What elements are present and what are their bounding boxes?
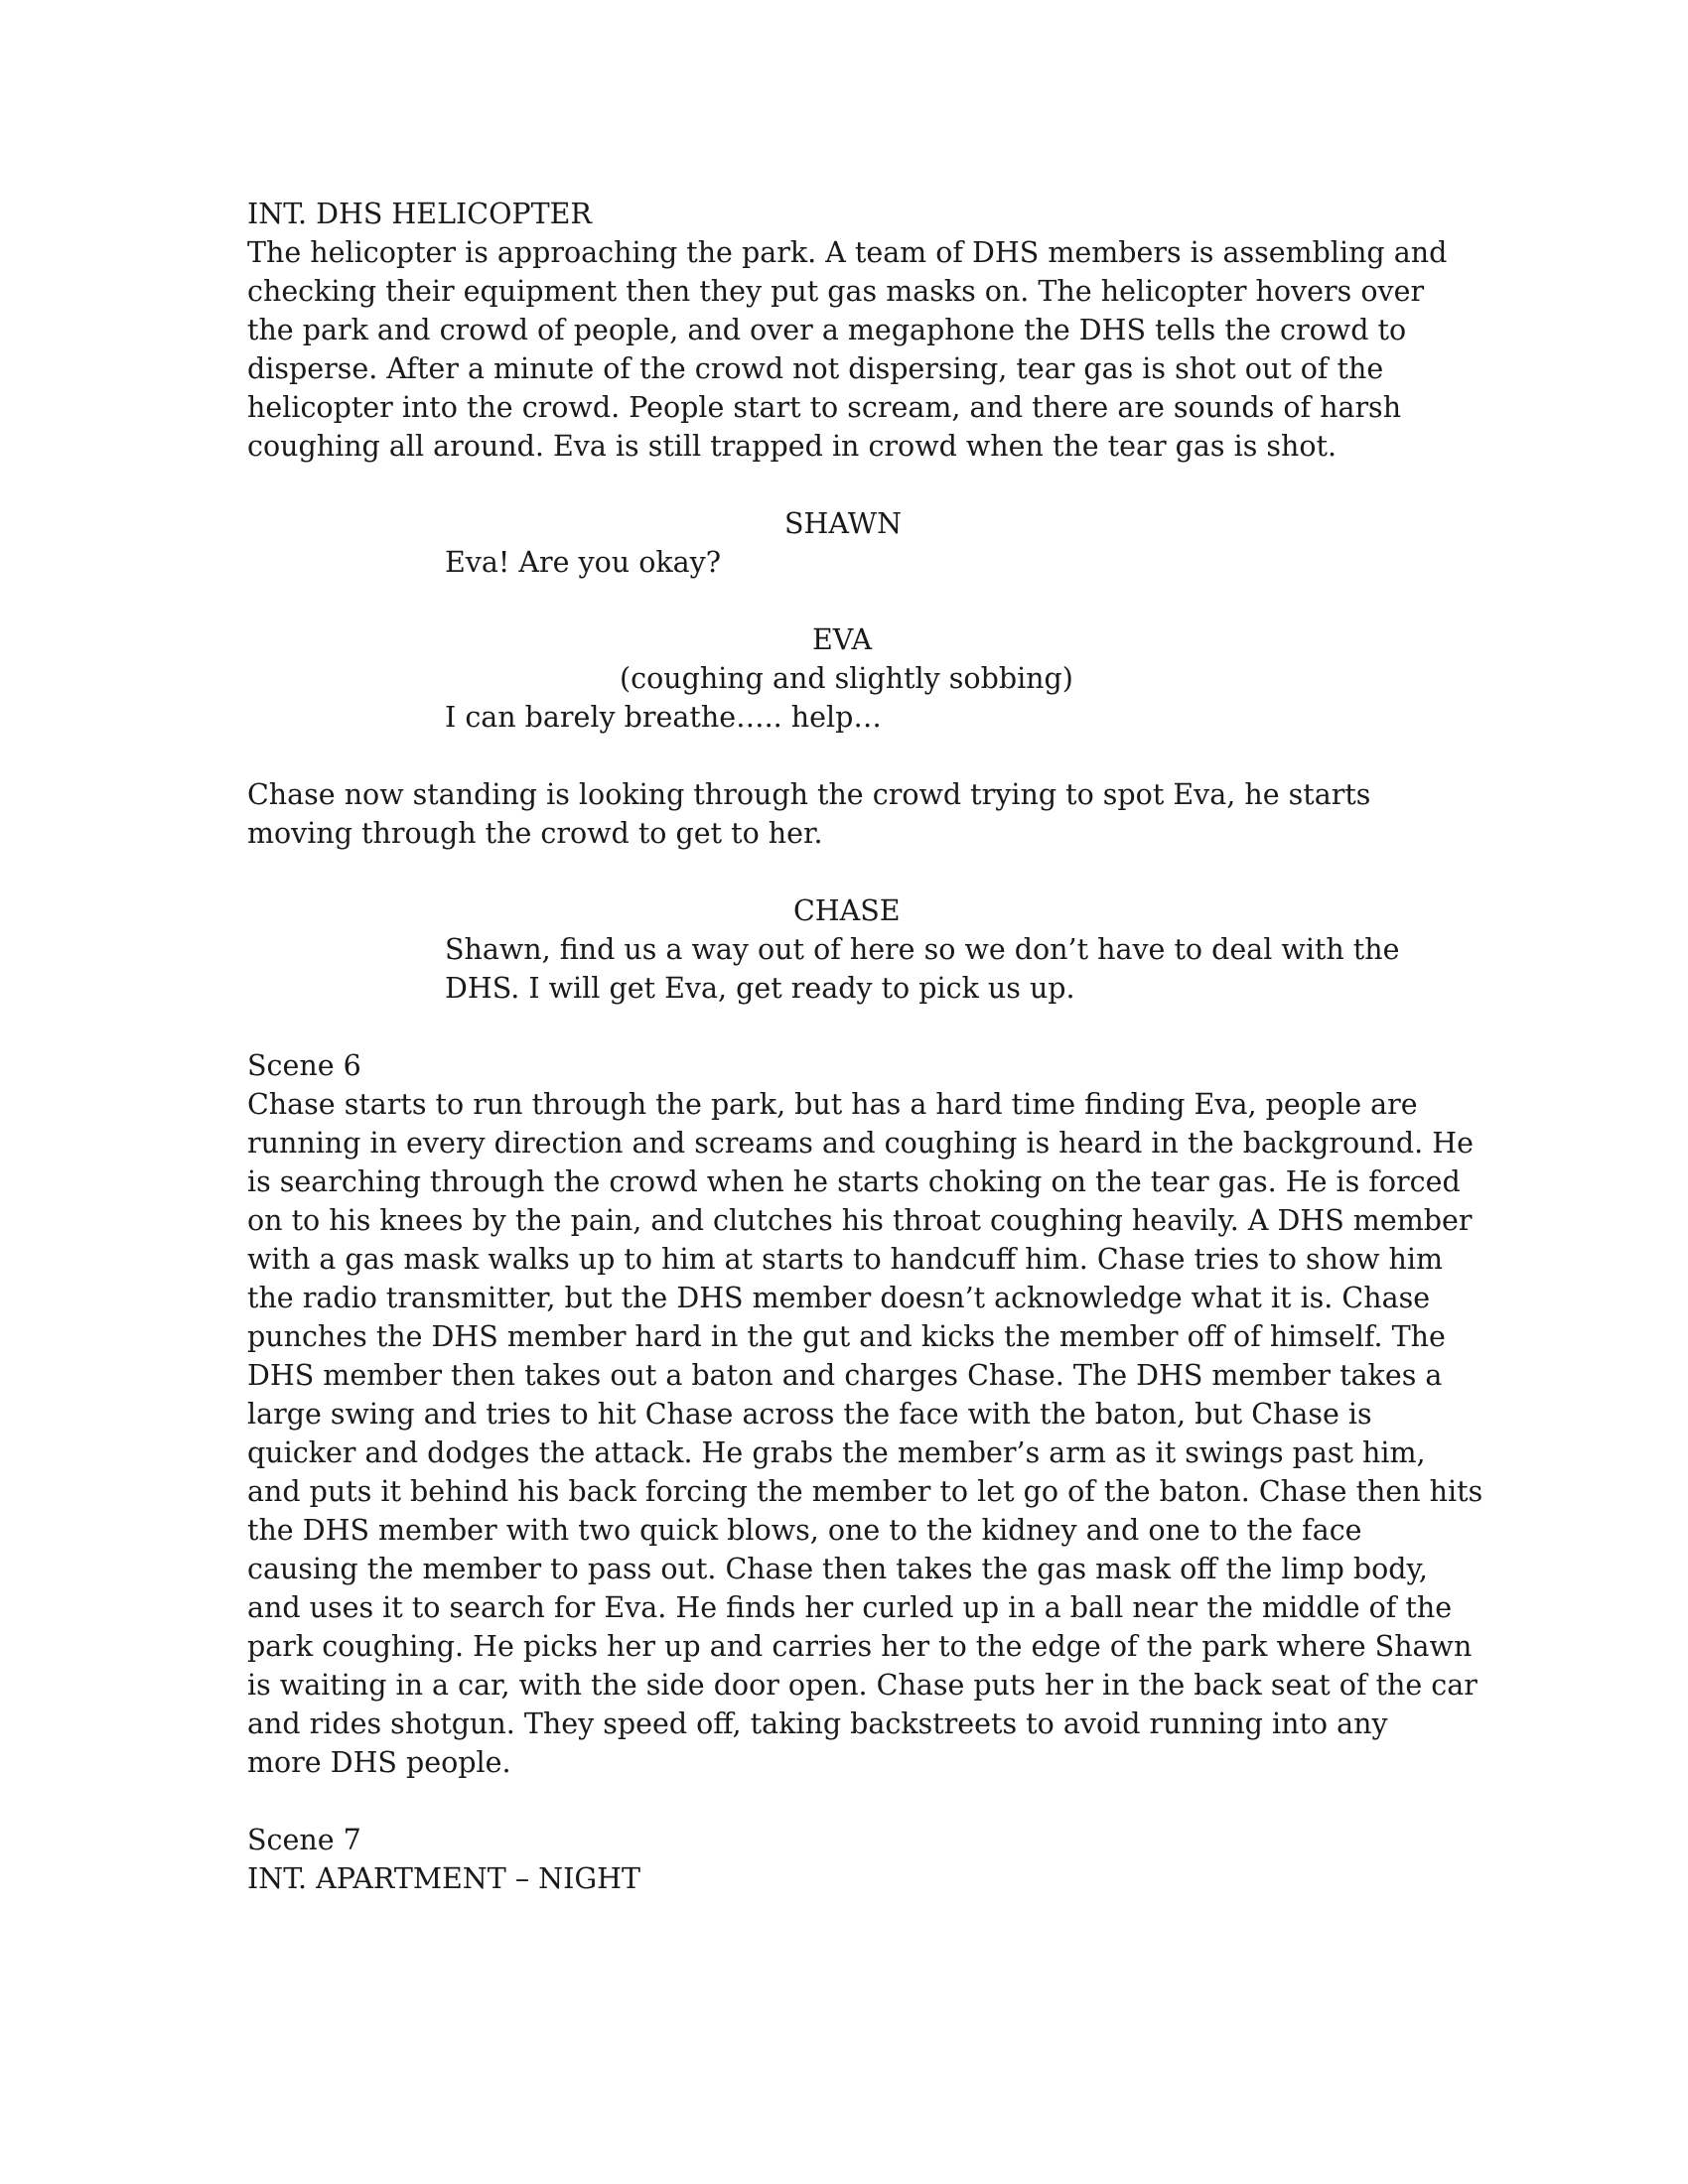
action-line: Chase now standing is looking through the crowd trying to spot Eva, he starts	[247, 778, 1371, 811]
character-name: EVA	[812, 623, 873, 656]
action-line: park coughing. He picks her up and carries her to the edge of the park where Shawn	[247, 1630, 1473, 1663]
parenthetical: (coughing and slightly sobbing)	[620, 662, 1073, 695]
action-line: The helicopter is approaching the park. A team of DHS members is assembling and	[247, 236, 1448, 269]
action-line: disperse. After a minute of the crowd not dispersing, tear gas is shot out of the	[247, 352, 1384, 385]
dialogue-block-shawn	[247, 504, 1449, 582]
action-line: moving through the crowd to get to her.	[247, 817, 823, 850]
dialogue-line: Eva! Are you okay?	[445, 546, 722, 579]
action-line: punches the DHS member hard in the gut and kicks the member off of himself. The	[247, 1320, 1446, 1353]
dialogue-line: DHS. I will get Eva, get ready to pick us up.	[445, 972, 1075, 1005]
action-line: the radio transmitter, but the DHS member doesn’t acknowledge what it is. Chase	[247, 1282, 1431, 1314]
scene-heading-7: Scene 7	[247, 1824, 361, 1856]
dialogue-line: Shawn, find us a way out of here so we don’t have to deal with the	[445, 933, 1400, 966]
action-block-helicopter	[247, 233, 1449, 466]
action-line: is searching through the crowd when he starts choking on the tear gas. He is forced	[247, 1165, 1461, 1198]
screenplay-page	[247, 195, 1483, 1898]
scene-heading-helicopter: INT. DHS HELICOPTER	[247, 198, 592, 230]
scene-heading-6: Scene 6	[247, 1049, 361, 1082]
dialogue-block-eva	[247, 620, 1449, 737]
action-line: the DHS member with two quick blows, one to the kidney and one to the face	[247, 1514, 1362, 1547]
character-name: CHASE	[793, 894, 901, 927]
action-line: with a gas mask walks up to him at starts to handcuff him. Chase tries to show him	[247, 1243, 1444, 1276]
action-line: DHS member then takes out a baton and charges Chase. The DHS member takes a	[247, 1359, 1443, 1392]
action-line: Chase starts to run through the park, but has a hard time finding Eva, people are	[247, 1088, 1418, 1121]
action-line: more DHS people.	[247, 1746, 511, 1779]
action-line: the park and crowd of people, and over a megaphone the DHS tells the crowd to	[247, 314, 1407, 346]
scene-subheading-apartment: INT. APARTMENT – NIGHT	[247, 1862, 640, 1895]
action-line: coughing all around. Eva is still trapped in crowd when the tear gas is shot.	[247, 430, 1337, 463]
action-line: and uses it to search for Eva. He finds her curled up in a ball near the middle of the	[247, 1591, 1453, 1624]
action-line: and rides shotgun. They speed off, taking backstreets to avoid running into any	[247, 1707, 1388, 1740]
action-line: helicopter into the crowd. People start to scream, and there are sounds of harsh	[247, 391, 1402, 424]
dialogue-block-chase	[247, 891, 1449, 1008]
action-block-scene-6	[247, 1085, 1483, 1782]
action-line: causing the member to pass out. Chase then takes the gas mask off the limp body,	[247, 1553, 1428, 1585]
action-line: large swing and tries to hit Chase across the face with the baton, but Chase is	[247, 1398, 1372, 1431]
dialogue-line: I can barely breathe….. help…	[445, 701, 882, 734]
character-name: SHAWN	[784, 507, 903, 540]
action-line: on to his knees by the pain, and clutches his throat coughing heavily. A DHS member	[247, 1204, 1473, 1237]
action-line: is waiting in a car, with the side door open. Chase puts her in the back seat of the car	[247, 1669, 1477, 1702]
action-line: running in every direction and screams and coughing is heard in the background. He	[247, 1127, 1474, 1160]
action-line: checking their equipment then they put gas masks on. The helicopter hovers over	[247, 275, 1425, 308]
action-line: and puts it behind his back forcing the member to let go of the baton. Chase then hits	[247, 1475, 1483, 1508]
action-block-chase-search	[247, 775, 1449, 853]
action-line: quicker and dodges the attack. He grabs the member’s arm as it swings past him,	[247, 1436, 1426, 1469]
